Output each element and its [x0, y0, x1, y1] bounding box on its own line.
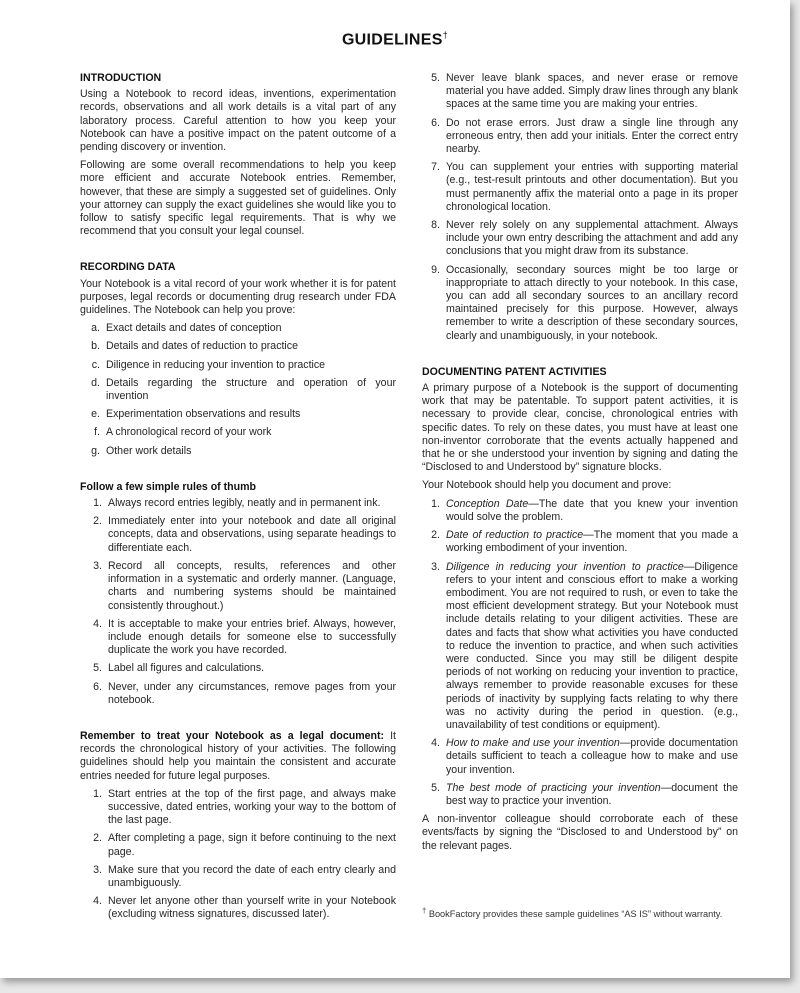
list-item-marker: 3.: [93, 863, 102, 876]
list-item-text: Other work details: [106, 444, 192, 457]
list-item-marker: c.: [91, 358, 100, 371]
list-item-marker: 1.: [93, 787, 102, 800]
list-item-text: Details regarding the structure and operation of your invention: [106, 376, 396, 403]
list-item-text: Never rely solely on any supplemental attachment. Always include your own entry describing the attachment and add any conclusions that you might draw from its substance.: [446, 219, 738, 258]
list-item: [80, 681, 396, 707]
introduction-paragraph-2: Following are some overall recommendations to help you keep more efficient and accurate Notebook entries. Remember, however, that these are simply a suggested set of guidelines. Only your attorney can supply the exact guidelines she would like you to follow to satisfy specific legal requirements. That is why we recommend that you consult your legal counsel.: [80, 159, 396, 238]
list-item-marker: a.: [91, 322, 100, 335]
list-item: [80, 322, 396, 335]
list-item: [80, 445, 396, 458]
list-item-text: After completing a page, sign it before continuing to the next page.: [108, 832, 396, 858]
list-item-text: It is acceptable to make your entries brief. Always, however, include enough details for someone else to successfully duplicate the work you have recorded.: [108, 617, 396, 657]
patent-activities-heading: DOCUMENTING PATENT ACTIVITIES: [422, 365, 607, 378]
list-item-term: Conception Date: [446, 497, 529, 510]
list-item: [422, 219, 738, 259]
title-text: GUIDELINES: [341, 31, 443, 49]
list-item-marker: 3.: [93, 559, 102, 572]
list-item-text: Exact details and dates of conception: [106, 322, 282, 335]
list-item: [422, 561, 738, 733]
list-item-marker: 3.: [431, 560, 440, 573]
prove-list: [80, 322, 396, 458]
list-item: [422, 161, 738, 214]
list-item-text: Make sure that you record the date of each entry clearly and unambiguously.: [108, 863, 396, 889]
list-item: [422, 737, 738, 777]
list-item-text: [446, 737, 738, 777]
list-item: [80, 359, 396, 372]
legal-guidelines-list: [80, 788, 396, 922]
list-item-text: Occasionally, secondary sources might be too large or inappropriate to attach directly to your notebook. In this case, you can add all secondary sources to an ancillary record maintained precisely for this purpose. However, always remember to write a description of these secondary sources, clearly and unambiguously, in your notebook.: [446, 263, 738, 342]
list-item-text: [446, 782, 738, 808]
list-item-marker: 5.: [93, 662, 102, 675]
list-item-marker: 5.: [431, 781, 440, 794]
list-item-text: Label all figures and calculations.: [108, 662, 265, 675]
recording-data-heading: RECORDING DATA: [80, 261, 176, 274]
list-item-description: —provide documentation details sufficient to teach a colleague how to make and use your invention.: [446, 737, 738, 776]
list-item: [422, 117, 738, 157]
list-item-text: Always record entries legibly, neatly and in permanent ink.: [108, 497, 381, 510]
list-item-marker: 7.: [431, 161, 440, 174]
list-item: [80, 618, 396, 658]
list-item-text: Details and dates of reduction to practice: [106, 340, 298, 353]
list-item-text: Never, under any circumstances, remove pages from your notebook.: [108, 680, 396, 706]
list-item-marker: f.: [94, 426, 100, 439]
legal-document-text: It records the chronological history of your activities. The following guidelines should help you maintain the consistent and accurate entries needed for future legal purposes.: [80, 729, 396, 782]
left-column: [80, 72, 396, 927]
list-item-text: A chronological record of your work: [106, 426, 272, 439]
list-item-text: [446, 561, 738, 733]
list-item-marker: 2.: [93, 515, 102, 528]
list-item-text: Record all concepts, results, references and other information in a systematic and orderly manner. (Language, charts and numbering systems should be maintained consistently throughout.): [108, 559, 396, 612]
title-footnote-mark: †: [442, 30, 449, 40]
list-item-text: [446, 498, 738, 524]
list-item: [422, 529, 738, 555]
list-item-description: —Diligence refers to your intent and conscious effort to make a working embodiment. You are not required to rush, or even to take the most efficient development strategy. But your Notebook must include details relating to your diligent activities. These are dates and facts that show what activities you have conducted to reduce the invention to practice, and when such activities were conducted. Since you may still be diligent despite periods of not working on reducing your invention to practice, always remember to provide reasonable excuses for these periods of inactivity by supplying facts relating to why there was no activity during the period in question. (e.g., unavailability of test conditions or equipment).: [446, 560, 738, 731]
list-item-marker: 2.: [431, 529, 440, 542]
list-item-description: —The moment that you made a working embodiment of your invention.: [446, 529, 738, 555]
footnote: [422, 906, 752, 919]
legal-document-heading: Remember to treat your Notebook as a legal document:: [80, 729, 385, 742]
list-item-marker: d.: [91, 376, 100, 389]
list-item: [80, 895, 396, 921]
list-item: [80, 560, 396, 613]
patent-paragraph-2: Your Notebook should help you document and prove:: [422, 479, 672, 492]
list-item: [80, 340, 396, 353]
rules-list: [80, 497, 396, 707]
legal-guidelines-list-continued: [422, 72, 738, 343]
list-item-marker: e.: [91, 408, 100, 421]
list-item-marker: 9.: [431, 263, 440, 276]
list-item-term: Date of reduction to practice: [446, 529, 584, 542]
page-title: [0, 30, 790, 49]
list-item-marker: 1.: [431, 497, 440, 510]
patent-paragraph-3: A non-inventor colleague should corroborate each of these events/facts by signing the “Disclosed to and Understood by” on the relevant pages.: [422, 813, 738, 852]
footnote-text: BookFactory provides these sample guidelines “AS IS” without warranty.: [426, 909, 723, 920]
list-item-marker: 2.: [93, 832, 102, 845]
list-item: [80, 662, 396, 675]
list-item-description: —The date that you knew your invention would solve the problem.: [446, 497, 738, 523]
list-item: [80, 426, 396, 439]
list-item: [422, 264, 738, 343]
list-item-marker: 1.: [93, 497, 102, 510]
list-item: [422, 498, 738, 524]
recording-data-paragraph: Your Notebook is a vital record of your work whether it is for patent purposes, legal records or documenting drug research under FDA guidelines. The Notebook can help you prove:: [80, 277, 396, 317]
rules-heading: Follow a few simple rules of thumb: [80, 480, 256, 493]
list-item-text: You can supplement your entries with supporting material (e.g., test-result printouts and other documentation). But you must permanently affix the material onto a page in its proper chronological location.: [446, 161, 738, 213]
list-item-term: The best mode of practicing your invention: [446, 781, 661, 794]
list-item-marker: 5.: [431, 72, 440, 84]
list-item: [80, 377, 396, 403]
list-item-text: Start entries at the top of the first page, and always make successive, dated entries, working your way to the bottom of the last page.: [108, 787, 396, 827]
list-item-text: Diligence in reducing your invention to practice: [106, 358, 326, 371]
list-item-marker: b.: [91, 340, 100, 353]
list-item-text: Do not erase errors. Just draw a single line through any erroneous entry, then add your initials. Enter the correct entry nearby.: [446, 116, 738, 156]
list-item-text: Experimentation observations and results: [106, 408, 301, 421]
list-item-marker: 6.: [431, 116, 440, 129]
list-item-marker: 4.: [93, 617, 102, 630]
list-item: [80, 788, 396, 828]
list-item: [80, 515, 396, 555]
introduction-paragraph-1: Using a Notebook to record ideas, inventions, experimentation records, observations and all work details is a vital part of any laboratory process. Careful attention to how you keep your Notebook can have a positive impact on the patent outcome of a pending discovery or invention.: [80, 88, 396, 154]
list-item-marker: 4.: [93, 895, 102, 908]
list-item-term: How to make and use your invention: [446, 737, 620, 750]
list-item-text: Immediately enter into your notebook and date all original concepts, data and observations, using separate headings to differentiate each.: [108, 515, 396, 554]
introduction-heading: INTRODUCTION: [80, 72, 162, 84]
list-item-text: Never let anyone other than yourself write in your Notebook (excluding witness signatures, discussed later).: [108, 895, 396, 921]
list-item: [80, 864, 396, 890]
list-item: [422, 72, 738, 112]
list-item-marker: 4.: [431, 737, 440, 750]
right-column: [422, 72, 738, 858]
list-item-marker: 8.: [431, 219, 440, 232]
list-item-marker: g.: [91, 444, 100, 457]
list-item: [80, 497, 396, 510]
list-item-text: Never leave blank spaces, and never erase or remove material you have added. Simply draw lines through any blank spaces at the same time you are making your entries.: [446, 72, 738, 111]
list-item: [422, 782, 738, 808]
list-item-marker: 6.: [93, 680, 102, 693]
footnote-mark: †: [422, 906, 427, 915]
list-item: [80, 832, 396, 858]
patent-list: [422, 498, 738, 808]
list-item: [80, 408, 396, 421]
patent-paragraph-1: A primary purpose of a Notebook is the support of documenting work that may be patentable. To support patent activities, it is necessary to provide clear, concise, chronological entries with specific dates. To rely on these dates, you must have at least one non-inventor corroborate that the events actually happened and that he or she understood your invention by signing and dating the “Disclosed to and Understood by” signature blocks.: [422, 382, 738, 474]
list-item-term: Diligence in reducing your invention to practice: [446, 560, 684, 573]
list-item-description: —document the best way to practice your invention.: [446, 781, 738, 807]
legal-document-paragraph: [80, 730, 396, 783]
list-item-text: [446, 529, 738, 555]
